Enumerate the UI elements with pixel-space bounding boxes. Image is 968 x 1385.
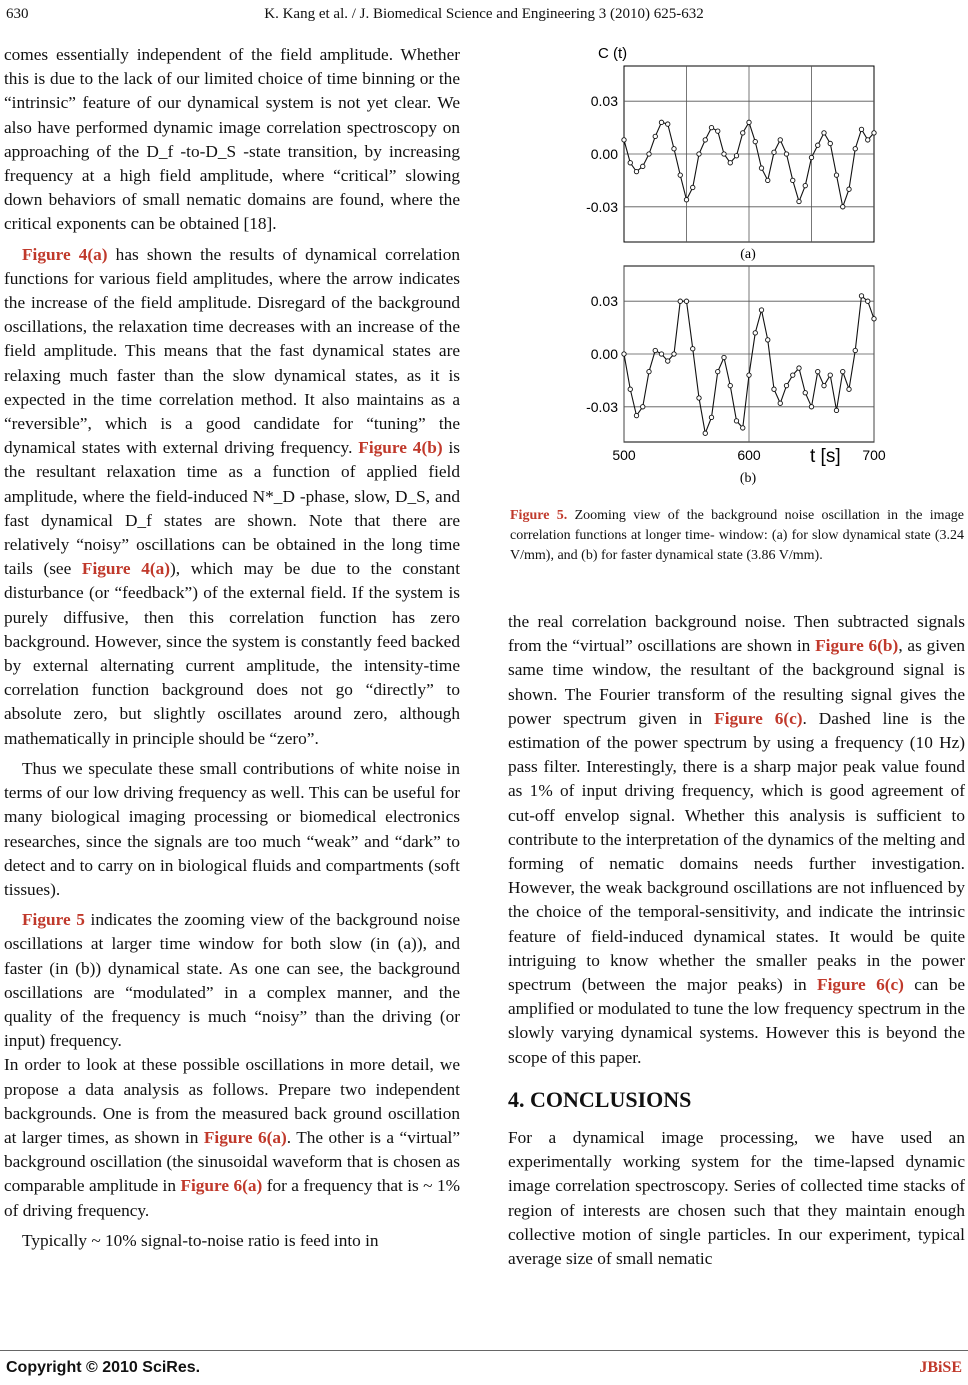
panel-a-grid <box>624 66 874 242</box>
panel-b-plot <box>586 266 886 467</box>
b-xtick-label: 600 <box>737 447 761 463</box>
b-data-point <box>666 359 670 363</box>
a-data-point <box>778 138 782 142</box>
b-data-point <box>622 352 626 356</box>
a-data-point <box>734 154 738 158</box>
copyright: Copyright © 2010 SciRes. <box>6 1359 201 1376</box>
right-paragraph-1 <box>508 610 965 1070</box>
a-data-point <box>716 129 720 133</box>
a-data-point <box>872 131 876 135</box>
b-data-point <box>734 419 738 423</box>
b-data-point <box>747 373 751 377</box>
a-ytick-label: -0.03 <box>586 198 618 215</box>
left-paragraph-6: Typically ~ 10% signal-to-noise ratio is feed into in <box>22 1230 379 1250</box>
b-data-point <box>809 405 813 409</box>
b-data-point <box>803 391 807 395</box>
running-title: K. Kang et al. / J. Biomedical Science and Engineering 3 (2010) 625-632 <box>264 6 704 22</box>
b-data-point <box>759 308 763 312</box>
b-data-point <box>816 369 820 373</box>
b-data-point <box>834 408 838 412</box>
text-span: . The other is a “virtual” background oscillation (the sinusoidal waveform that is chosen as comparable amplitude in <box>4 1127 460 1196</box>
a-data-point <box>666 122 670 126</box>
panel-a-label: (a) <box>740 247 756 262</box>
a-data-point <box>866 138 870 142</box>
figure-5-plots <box>508 40 968 500</box>
right-column <box>508 610 965 1271</box>
b-data-point <box>772 387 776 391</box>
b-data-point <box>634 413 638 417</box>
a-data-point <box>859 127 863 131</box>
a-data-point <box>622 138 626 142</box>
b-data-point <box>841 369 845 373</box>
b-data-point <box>722 355 726 359</box>
a-data-point <box>678 173 682 177</box>
journal-abbrev: JBiSE <box>919 1359 962 1376</box>
caption-label: Figure 5. <box>510 508 568 523</box>
a-data-point <box>647 152 651 156</box>
a-data-point <box>766 178 770 182</box>
panel-b-xticks <box>612 447 886 463</box>
a-data-point <box>709 125 713 129</box>
b-data-point <box>659 352 663 356</box>
b-data-point <box>853 348 857 352</box>
b-data-point <box>716 369 720 373</box>
a-data-point <box>628 161 632 165</box>
a-data-point <box>847 187 851 191</box>
a-data-point <box>853 147 857 151</box>
a-data-point <box>722 152 726 156</box>
a-ytick-label: 0.00 <box>590 146 618 162</box>
footer-rule <box>0 1350 968 1351</box>
figure-ref[interactable]: Figure 6(c) <box>714 708 803 728</box>
figure-ref[interactable]: Figure 6(a) <box>203 1127 287 1147</box>
text-span: is the resultant relaxation time as a function of applied field amplitude, where the field-induced N*_D -phase, slow, D_S, and fast dynamical D_f states are shown. Note that there are relatively “noisy” oscillations can be obtained in the long time tails (see <box>4 438 460 579</box>
a-data-point <box>741 131 745 135</box>
right-paragraph-2: For a dynamical image processing, we have used an experimentally working system for the time-lapsed dynamic image correlation spectroscopy. Series of collected time stacks of region of interests are chosen such that they maintain enough collective motion of single particles. In our experiment, typical average size of small nematic <box>508 1128 965 1269</box>
b-data-point <box>684 299 688 303</box>
a-data-point <box>641 164 645 168</box>
caption-text: Zooming view of the background noise oscillation in the image correlation functions at longer time- window: (a) for slow dynamical state (3.24 V/mm), and (b) for faster dynamical state (3.86 V/mm). <box>510 508 964 563</box>
b-data-point <box>859 294 863 298</box>
a-data-point <box>691 185 695 189</box>
a-data-point <box>747 120 751 124</box>
b-ytick-label: 0.03 <box>590 293 618 310</box>
left-paragraph-5 <box>4 1053 460 1222</box>
figure-5 <box>508 40 968 500</box>
b-data-point <box>791 373 795 377</box>
figure-ref[interactable]: Figure 6(a) <box>180 1176 263 1196</box>
left-paragraph-2 <box>4 243 460 751</box>
figure-ref[interactable]: Figure 4(a) <box>22 244 108 264</box>
b-xtick-label: 500 <box>612 447 636 463</box>
b-data-point <box>647 369 651 373</box>
a-data-point <box>791 178 795 182</box>
figure-ref[interactable]: Figure 4(b) <box>358 438 443 458</box>
b-data-point <box>709 415 713 419</box>
b-data-point <box>822 383 826 387</box>
b-data-point <box>797 366 801 370</box>
a-data-point <box>759 166 763 170</box>
panel-a-yticks <box>586 93 618 215</box>
panel-b-label: (b) <box>739 471 757 486</box>
left-paragraph-4 <box>4 908 460 1053</box>
a-data-point <box>672 147 676 151</box>
a-data-point <box>828 141 832 145</box>
a-data-point <box>653 134 657 138</box>
figure-ref[interactable]: Figure 5 <box>22 910 85 930</box>
b-data-point <box>653 348 657 352</box>
page-number: 630 <box>6 6 29 22</box>
text-span: can be amplified or modulated to tune the low frequency spectrum in the slowly varying dynamical systems. However this is beyond the scope of this paper. <box>508 975 965 1067</box>
a-ytick-label: 0.03 <box>590 93 618 110</box>
a-data-point <box>703 138 707 142</box>
a-data-point <box>659 120 663 124</box>
text-span: In order to look at these possible oscillations in more detail, we propose a data analysis as follows. Prepare two independent backgrounds. One is from the measured back ground oscillation at larger times, as shown in <box>4 1055 460 1147</box>
b-data-point <box>784 383 788 387</box>
b-data-point <box>703 431 707 435</box>
a-data-point <box>797 199 801 203</box>
text-span: for a frequency that is ~ 1% of driving frequency. <box>4 1176 460 1220</box>
a-data-point <box>772 150 776 154</box>
b-data-point <box>766 338 770 342</box>
b-ytick-label: -0.03 <box>586 398 618 415</box>
panel-a-ylabel: C (t) <box>598 45 628 62</box>
b-data-point <box>641 405 645 409</box>
a-data-point <box>816 143 820 147</box>
b-ytick-label: 0.00 <box>590 346 618 362</box>
panel-b-yticks <box>586 293 618 415</box>
figure-ref[interactable]: Figure 6(b) <box>815 636 899 656</box>
left-paragraph-3: Thus we speculate these small contributions of white noise in terms of our low driving frequency as well. This can be useful for many biological imaging processing or biomedical electronics researches, since the signals are too much “weak” and “dark” to detect and to carry on in biological fluids and compartments (soft tissues). <box>4 758 460 899</box>
text-span: . Dashed line is the estimation of the power spectrum by using a frequency (10 Hz) pass filter. Interestingly, there is a sharp major peak value found as 1% of input driving frequency, which is good agreement of cut-off envelop signal. Whether this analysis is sufficient to contribute to the interpretation of the dynamics of the melting and forming of nematic domains needs further investigation. However, the weak background oscillations are not influenced by the choice of the temporal-sensitivity, and indicate the intrinsic feature of field-induced dynamical states. It would be quite intriguing to know whether the smaller peaks in the power spectrum (between the major peaks) in <box>508 708 966 995</box>
b-data-point <box>697 396 701 400</box>
figure-ref[interactable]: Figure 4(a) <box>81 559 170 579</box>
a-data-point <box>728 161 732 165</box>
b-data-point <box>872 317 876 321</box>
text-span: ), which may be due to the constant disturbance (or “feedback”) of the external field. If the system is purely diffusive, then this correlation function has zero background. However, since the system is constantly feed backed by external alternating current amplitude, the intensity-time correlation function background does not go “directly” to absolute zero, but slightly oscillates around zero, although mathematically in principle should be “zero”. <box>4 559 460 748</box>
text-span: , as given same time window, the resultant of the background signal is shown. The Fourier transform of the resulting signal gives the power spectrum given in <box>508 636 966 728</box>
a-data-point <box>841 205 845 209</box>
b-data-point <box>741 426 745 430</box>
b-data-point <box>778 401 782 405</box>
a-data-point <box>784 152 788 156</box>
b-data-point <box>753 331 757 335</box>
b-data-point <box>728 383 732 387</box>
a-data-point <box>697 152 701 156</box>
text-span: has shown the results of dynamical correlation functions for various field amplitudes, where the arrow indicates the increase of the field amplitude. Disregard of the background oscillations, the relaxation time decreases with an increase of the field amplitude. This means that the fast dynamical states are relaxing much faster than the slow dynamical states, as it is expected in the time correlation method. It also maintains as a “reversible”, which is a good candidate for “tuning” the dynamical states with external driving frequency. <box>4 244 461 458</box>
a-data-point <box>634 169 638 173</box>
a-data-point <box>809 155 813 159</box>
b-data-point <box>628 387 632 391</box>
page-header <box>0 6 968 30</box>
panel-a-plot <box>586 45 876 242</box>
b-data-point <box>847 387 851 391</box>
section-heading: 4. CONCLUSIONS <box>508 1086 692 1112</box>
a-data-point <box>834 173 838 177</box>
b-data-point <box>678 299 682 303</box>
figure-5-caption <box>510 506 964 566</box>
left-column <box>4 43 460 1253</box>
b-xtick-label: 700 <box>862 447 886 463</box>
text-span: the real correlation background noise. Then subtracted signals from the “virtual” oscillations are shown in <box>508 612 965 656</box>
b-data-point <box>866 299 870 303</box>
a-data-point <box>753 139 757 143</box>
b-data-point <box>691 347 695 351</box>
a-data-point <box>684 198 688 202</box>
a-data-point <box>822 131 826 135</box>
b-data-point <box>828 373 832 377</box>
text-span: indicates the zooming view of the background noise oscillations at larger time window for both slow (in (a)), and faster (in (b)) dynamical state. As one can see, the background oscillations are “modulated” in a complex manner, and the quality of the frequency is much “noisy” than the driving (or input) frequency. <box>4 910 460 1051</box>
a-data-point <box>803 183 807 187</box>
figure-ref[interactable]: Figure 6(c) <box>817 975 904 995</box>
b-data-point <box>672 352 676 356</box>
panel-b-xlabel: t [s] <box>810 446 841 467</box>
left-paragraph-1: comes essentially independent of the field amplitude. Whether this is due to the lack of our limited choice of time binning or the “intrinsic” feature of our dynamical system is not yet clear. We also have performed dynamic image correlation spectroscopy on approaching of the D_f -to-D_S -state transition, by increasing frequency at a high field amplitude, where “critical” slowing down behaviors of small nematic domains are found, where the critical exponents can be obtained [18]. <box>4 45 460 234</box>
